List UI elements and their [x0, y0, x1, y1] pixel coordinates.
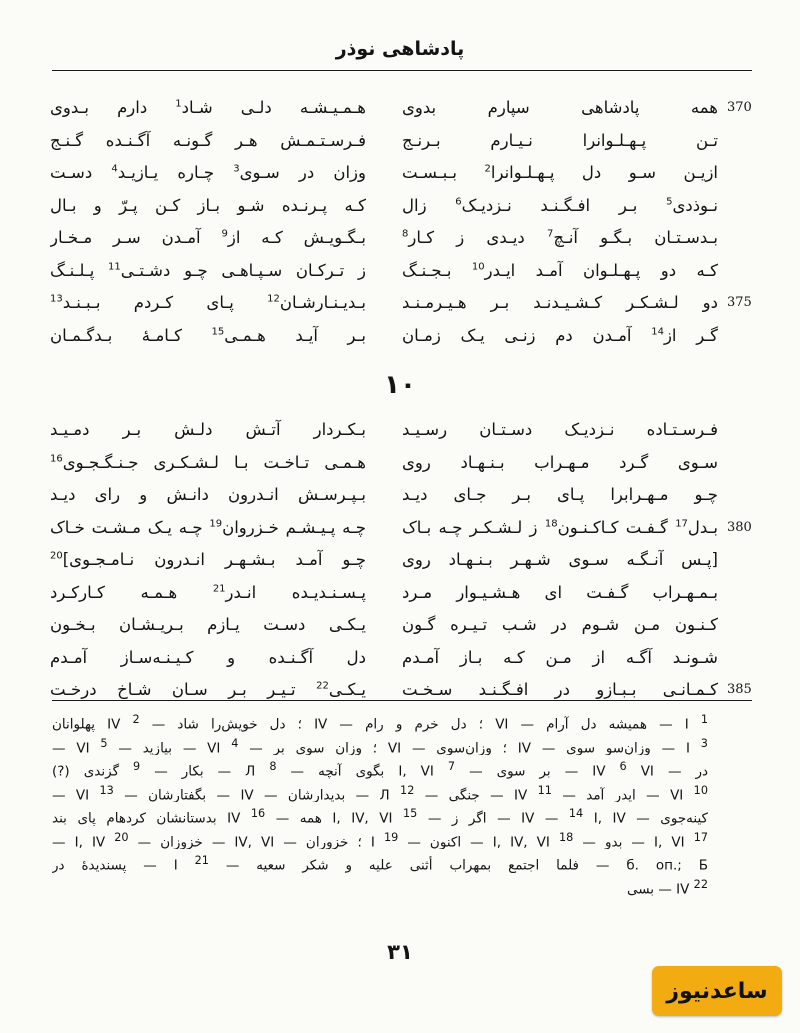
hemistich-right: کـمـانـی بـبـازو در افـگـنـد سـخـت	[402, 680, 718, 699]
hemistich-right: [پـس آنـگـه سـوی شـهـر بـنـهـاد روی	[402, 550, 718, 569]
footnote-line: $^{10}$ VI — ایدر آمد — $^{11}$ IV — جنگی — $^{12}$ Л — بدیدارشان — IV — بگفتارشان — $^{13}$ VI —	[52, 783, 708, 802]
footnote-marker: 16	[250, 807, 266, 820]
footnote-marker: 21	[212, 583, 226, 594]
page-number: ۳۱	[387, 940, 413, 964]
footnote-marker: 20	[50, 550, 63, 562]
footnote-marker: 19	[383, 830, 399, 844]
footnote-marker: 22	[693, 877, 708, 891]
hemistich-left: بـر آیـد هـمـی$^{15}$ کـامـهٔ بـدگـمـان	[50, 325, 366, 345]
hemistich-right: ازیـن سـو دل پـهـلـوانرا$^2$ بـبـسـت	[402, 163, 718, 182]
hemistich-right: فـرسـتـاده نـزدیـک دسـتـان رسـیـد	[402, 420, 718, 439]
footnote-marker: 17	[693, 830, 708, 844]
hemistich-right: شـونـد آگـه از مـن کـه بـاز آمـدم	[402, 647, 718, 667]
hemistich-right: بـدل$^{17}$ گـفـت کـاکـنـون$^{18}$ ز لـشـکـر چـه بـاک	[402, 517, 718, 537]
footnote-marker: 9	[133, 760, 141, 773]
footnote-marker: 16	[50, 453, 63, 464]
hemistich-left: بـپـرسـش انـدرون دانـش و رای دیـد	[50, 485, 366, 504]
footnote-marker: 17	[675, 518, 688, 529]
footnote-marker: 21	[194, 854, 209, 867]
footnote-marker: 8	[402, 228, 409, 240]
hemistich-left: دل آگـنـده و کـیـنـه‌سـاز آمـدم	[50, 647, 366, 667]
footnote-marker: 13	[99, 783, 114, 797]
hemistich-left: بـگـویـش کـه از$^9$ آمـدن سـر مـخـار	[50, 228, 366, 247]
footnote-marker: 1	[700, 713, 708, 726]
footnote-marker: 7	[546, 228, 554, 240]
hemistich-right: نـوذدی$^5$ بـر افـگـنـد نـزدیـک$^6$ زال	[402, 195, 718, 215]
footnote-marker: 2	[132, 713, 140, 726]
footnote-marker: 5	[666, 196, 673, 207]
footnote-marker: 4	[231, 736, 239, 750]
footnote-marker: 2	[484, 163, 491, 175]
hemistich-left: فـرسـتـمـش هـر گـونـه آگـنـده گـنـج	[50, 130, 366, 150]
hemistich-left: پـسـنـدیـده انـدر$^{21}$ هـمـه کـارکـرد	[50, 582, 366, 602]
line-number: 380	[727, 519, 752, 535]
hemistich-right: سـوی گـرد مـهـراب بـنـهـاد روی	[402, 452, 718, 472]
footnote-marker: 22	[316, 680, 329, 692]
hemistich-left: بـکـردار آتـش دلـش بـر دمـیـد	[50, 420, 366, 439]
hemistich-left: هـمـی تـاخـت بـا لـشـکـری جـنـگـجـوی$^{16}$	[50, 452, 366, 472]
footnote-line: $^{17}$ I, VI — بدو — $^{18}$ I, IV, VI — اکنون — $^{19}$ I ؛ خزوران — IV, VI — خزوزان — $^{20}$ I, IV —	[52, 830, 708, 849]
hemistich-right: همه پادشاهی سپارم بدوی	[402, 98, 718, 117]
footnote-line: $^3$ I — وزان‌سو سوی — IV ؛ وزان‌سوی — VI ؛ وزان سوی بر — $^4$ VI — بیازید — $^5$ VI —	[52, 736, 708, 755]
footnote-marker: 1	[175, 98, 182, 110]
section-number: ۱۰	[384, 370, 416, 400]
footnote-line: کینه‌جوی — IV — $^{14}$ I, IV — اگر ز — $^{15}$ I, IV, VI همه — $^{16}$ IV بدستانشان کردهام پای بند	[52, 807, 708, 826]
footnote-marker: 20	[114, 830, 129, 844]
footnote-line: $^1$ I — همیشه دل آرام — VI ؛ دل خرم و رام — IV ؛ دل خویش‌را شاد — $^2$ IV پهلوانان	[52, 713, 708, 732]
hemistich-right: چـو مـهـرابرا پـای بـر جـای دیـد	[402, 485, 718, 504]
footnote-marker: 12	[400, 783, 415, 797]
hemistich-left: یـکـی دسـت یـازم بـریـشـان بـخـون	[50, 615, 366, 634]
footnote-marker: 10	[471, 261, 485, 272]
footnote-marker: 5	[100, 736, 108, 750]
footnote-marker: 4	[111, 163, 118, 175]
hemistich-left: یـکـی$^{22}$ تـیـر بـر سـان شـاخ درخـت	[50, 680, 366, 699]
hemistich-left: وزان در سـوی$^3$ چـاره یـازیـد$^4$ دسـت	[50, 163, 366, 182]
footnote-marker: 15	[211, 326, 225, 337]
footnote-marker: 19	[209, 518, 223, 529]
hemistich-right: دو لـشـکـر کـشـیـدنـد بـر هـیـرمـنـد	[402, 293, 718, 312]
hemistich-right: بـدسـتـان بـگـو آنـچ$^7$ دیـدی ز کـار$^8$	[402, 228, 718, 247]
footnote-marker: 3	[233, 163, 240, 175]
footnote-marker: 18	[544, 518, 558, 529]
line-number: 385	[727, 682, 752, 697]
footnote-marker: 14	[568, 807, 584, 820]
footnote-marker: 18	[559, 830, 574, 844]
footnote-marker: 6	[619, 760, 627, 773]
hemistich-right: تـن پـهـلـوانرا نـیـارم بـرنـج	[402, 130, 718, 150]
hemistich-right: کـنـون مـن شـوم در شـب تـیـره گـون	[402, 615, 718, 634]
footnote-marker: 11	[537, 783, 552, 797]
footnote-line: $^{22}$ IV — بسی	[627, 877, 708, 896]
hemistich-left: چـه پـیـشـم خـزروان$^{19}$ چـه یـک مـشـت خـاک	[50, 517, 366, 537]
footnote-marker: 10	[693, 783, 708, 797]
hemistich-left: هـمـیـشـه دلـی شـاد$^1$ دارم بـدوی	[50, 98, 366, 117]
footnote-marker: 6	[455, 196, 462, 207]
footnote-marker: 7	[447, 760, 456, 773]
hemistich-right: گـر از$^{14}$ آمـدن دم زنـی یـک زمـان	[402, 325, 718, 345]
footnote-marker: 15	[403, 807, 418, 820]
footnote-marker: 8	[269, 760, 277, 773]
footnote-marker: 13	[50, 293, 63, 305]
footnote-marker: 14	[651, 326, 664, 337]
footnote-marker: 11	[108, 261, 121, 272]
footnotes	[52, 708, 708, 896]
line-number: 375	[727, 295, 752, 310]
hemistich-left: کـه پـرنـده شـو بـاز کـن پـرّ و بـال	[50, 195, 366, 215]
watermark-badge	[652, 966, 782, 1016]
header-rule	[52, 70, 752, 71]
hemistich-left: بـدیـنـارشـان$^{12}$ پـای کـردم بـبـنـد$^{13}$	[50, 293, 366, 312]
watermark-text: ساعدنیوز	[666, 978, 768, 1004]
footnote-line: б. оп.; Б — فلما اجتمع بمهراب أثنی علیه و شکر سعیه — $^{21}$ I — پسندیدهٔ در	[52, 854, 708, 873]
running-head: پادشاهی نوذر	[335, 38, 465, 60]
footnote-marker: 9	[221, 228, 228, 240]
hemistich-left: چـو آمـد بـشـهـر انـدرون نـامـجـوی]$^{20}$	[50, 550, 366, 569]
hemistich-right: کـه دو پـهـلـوان آمـد ایـدر$^{10}$ بـجـنـگ	[402, 260, 718, 280]
line-number: 370	[727, 100, 752, 115]
footnote-marker: 12	[267, 293, 280, 305]
hemistich-left: ز تـرکـان سـپـاهـی چـو دشـتـی$^{11}$ پـلـنـگ	[50, 260, 366, 280]
hemistich-right: بـمـهـراب گـفـت ای هـشـیـوار مـرد	[402, 582, 718, 602]
footnote-line: در — IV $^6$ VI — بر سوی — $^7$ I, VI بگوی آنچه — $^8$ Л — بکار — $^9$ گزندی (?)	[52, 760, 708, 779]
footnote-marker: 3	[700, 736, 708, 750]
footnote-rule	[52, 700, 752, 701]
